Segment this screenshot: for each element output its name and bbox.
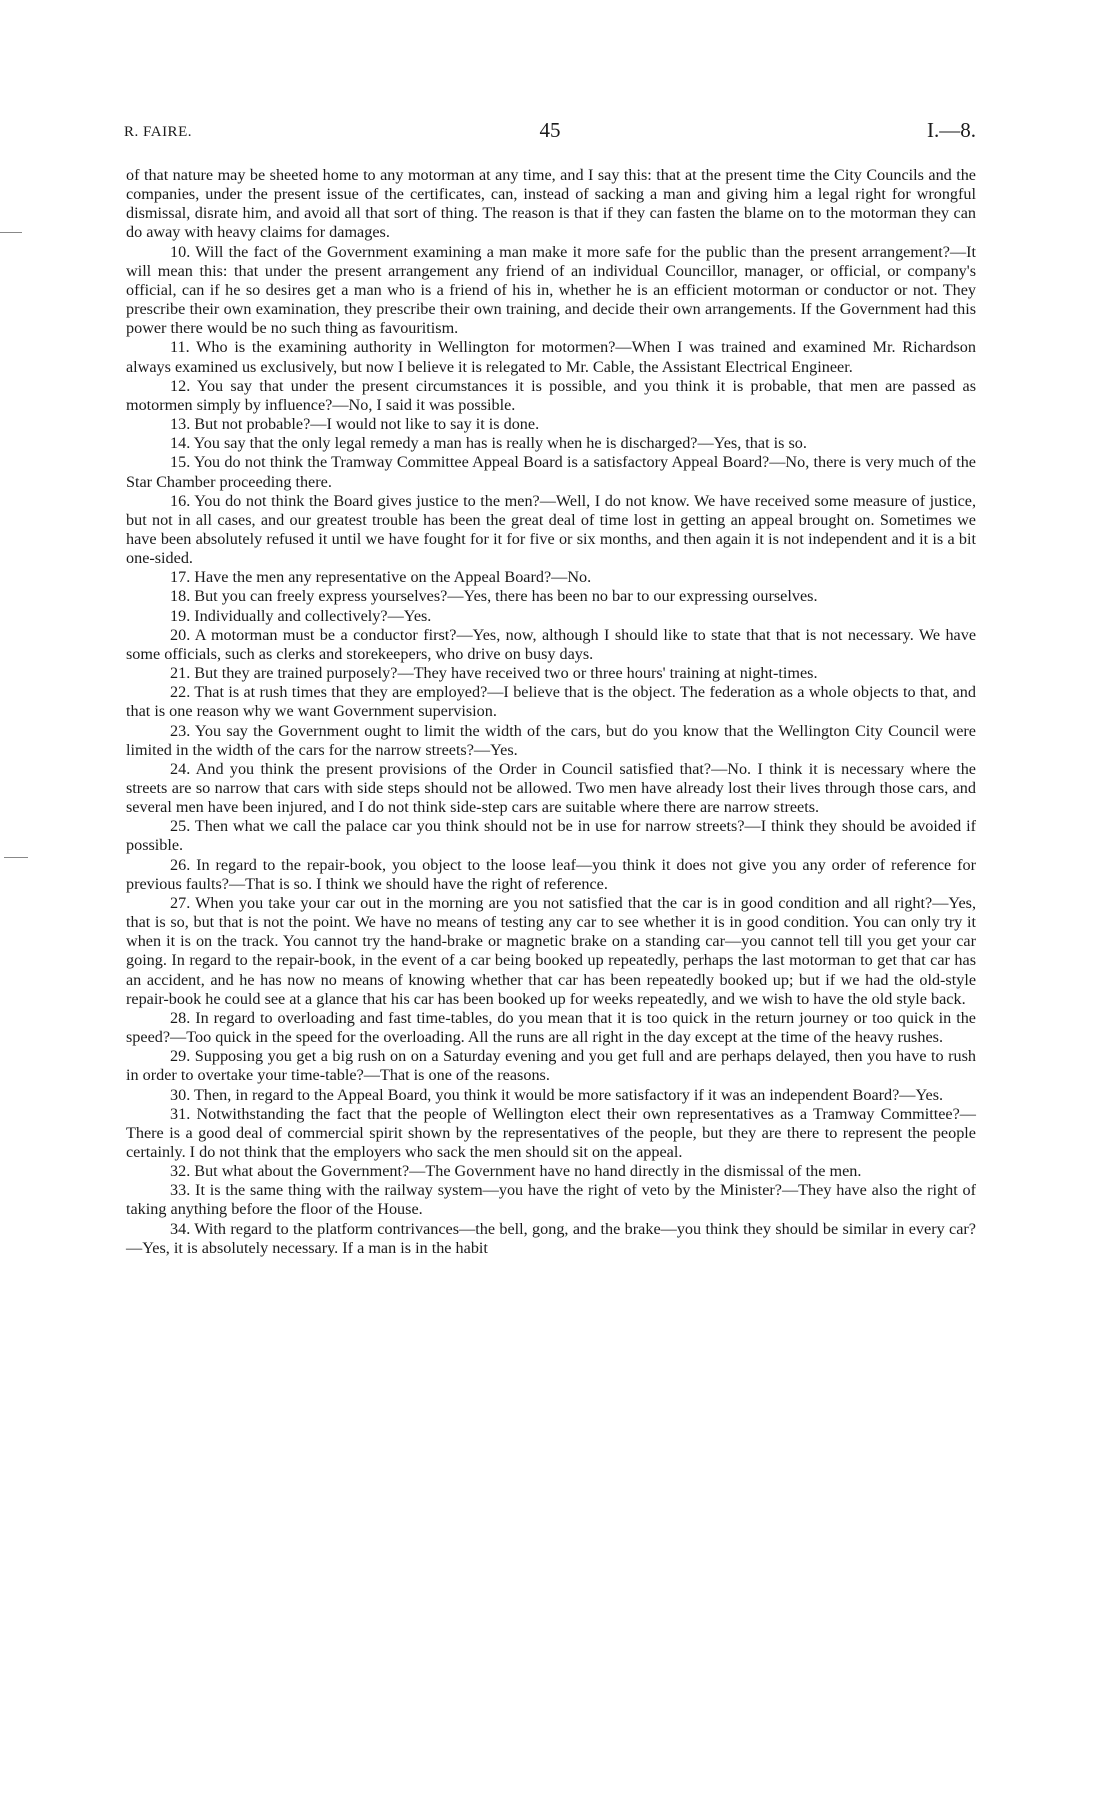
paragraph: 13. But not probable?—I would not like to say it is done.: [170, 415, 540, 434]
paragraph: 14. You say that the only legal remedy a man has is really when he is discharged?—Yes, that is so.: [170, 434, 807, 453]
paragraph: 22. That is at rush times that they are employed?—I believe that is the object. The federation as a whole objects to that, and that is one reason why we want Government supervision.: [126, 683, 976, 721]
paragraph: 18. But you can freely express yourselves?—Yes, there has been no bar to our expressing ourselves.: [170, 587, 818, 606]
paragraph: 16. You do not think the Board gives justice to the men?—Well, I do not know. We have received some measure of justice, but not in all cases, and our greatest trouble has been the great deal of time lost in getting an appeal brought on. Sometimes we have been absolutely refused it until we have fought for it for five or six months, and then again it is not independent and it is a bit one-sided.: [126, 491, 976, 568]
paragraph: 19. Individually and collectively?—Yes.: [170, 606, 432, 625]
paragraph: 17. Have the men any representative on the Appeal Board?—No.: [170, 568, 592, 587]
paragraph: 24. And you think the present provisions of the Order in Council satisfied that?—No. I think it is necessary where the streets are so narrow that cars with side steps should not be allowed. Two men have already lost their lives through those cars, and several men have been injured, and I do not think side-step cars are suitable where there are narrow streets.: [126, 759, 976, 817]
paragraph: 31. Notwithstanding the fact that the people of Wellington elect their own representatives as a Tramway Committee?—There is a good deal of commercial spirit shown by the representatives of the people, but they are there to represent the people certainly. I do not think that the employers who sack the men should sit on the appeal.: [126, 1104, 976, 1161]
document-reference: I.—8.: [927, 118, 976, 142]
paragraph: 10. Will the fact of the Government examining a man make it more safe for the public than the present arrangement?—It will mean this: that under the present arrangement any friend of an individual Councillor, manager, or official, or company's official, can if he so desires get a man who is a friend of his in, whether he is an efficient motorman or conductor or not. They prescribe their own examination, they prescribe their own training, and decide their own arrangements. If the Government had this power there would be no such thing as favouritism.: [126, 242, 976, 338]
paragraph: 12. You say that under the present circumstances it is possible, and you think it is probable, that men are passed as motormen simply by influence?—No, I said it was possible.: [126, 376, 976, 414]
paragraph: 32. But what about the Government?—The Government have no hand directly in the dismissal of the men.: [170, 1162, 862, 1181]
margin-mark: [4, 857, 28, 858]
paragraph: of that nature may be sheeted home to any motorman at any time, and I say this: that at the present time the City Councils and the companies, under the present issue of the certificates, can, instead of sacking a man and giving him a legal right for wrongful dismissal, disrate him, and avoid all that sort of thing. The reason is that if they can fasten the blame on to the motorman they can do away with heavy claims for damages.: [126, 166, 976, 242]
paragraph: 27. When you take your car out in the morning are you not satisfied that the car is in good condition and all right?—Yes, that is so, but that is not the point. We have no means of testing any car to see whether it is in good condition. You can only try it when it is on the track. You cannot try the hand-brake or magnetic brake on a standing car—you cannot tell till you get your car going. In regard to the repair-book, in the event of a car being booked up repeatedly, perhaps the last motorman to get that car has an accident, and he has now no means of knowing whether that car has been repeatedly booked up; but if we had the old-style repair-book he could see at a glance that his car has been booked up for weeks repeatedly, and we wish to have the old style back.: [126, 893, 976, 1008]
page-number: 45: [539, 118, 561, 142]
paragraph: 11. Who is the examining authority in Wellington for motormen?—When I was trained and examined Mr. Richardson always examined us exclusively, but now I believe it is relegated to Mr. Cable, the Assistant Electrical Engineer.: [126, 338, 976, 376]
paragraph: 20. A motorman must be a conductor first?—Yes, now, although I should like to state that that is not necessary. We have some officials, such as clerks and storekeepers, who drive on busy days.: [126, 625, 976, 663]
paragraph: 26. In regard to the repair-book, you object to the loose leaf—you think it does not give you any order of reference for previous faults?—That is so. I think we should have the right of reference.: [126, 855, 976, 893]
paragraph: 29. Supposing you get a big rush on on a Saturday evening and you get full and are perhaps delayed, then you have to rush in order to overtake your time-table?—That is one of the reasons.: [126, 1047, 976, 1085]
paragraph: 33. It is the same thing with the railway system—you have the right of veto by the Minister?—They have also the right of taking anything before the floor of the House.: [126, 1181, 976, 1219]
paragraph: 34. With regard to the platform contrivances—the bell, gong, and the brake—you think they should be similar in every car?—Yes, it is absolutely necessary. If a man is in the habit: [126, 1219, 976, 1257]
paragraph: 30. Then, in regard to the Appeal Board, you think it would be more satisfactory if it was an independent Board?—Yes.: [170, 1085, 944, 1104]
paragraph: 25. Then what we call the palace car you think should not be in use for narrow streets?—I think they should be avoided if possible.: [126, 817, 976, 855]
margin-mark: [0, 232, 22, 233]
page-header: [124, 118, 976, 148]
paragraph: 28. In regard to overloading and fast time-tables, do you mean that it is too quick in the return journey or too quick in the speed?—Too quick in the speed for the overloading. All the runs are all right in the day except at the time of the heavy rushes.: [126, 1008, 976, 1047]
paragraph: 15. You do not think the Tramway Committee Appeal Board is a satisfactory Appeal Board?—No, there is very much of the Star Chamber proceeding there.: [126, 453, 976, 491]
page-body: [126, 166, 976, 1258]
paragraph: 23. You say the Government ought to limit the width of the cars, but do you know that the Wellington City Council were limited in the width of the cars for the narrow streets?—Yes.: [126, 721, 976, 759]
paragraph: 21. But they are trained purposely?—They have received two or three hours' training at night-times.: [170, 664, 818, 683]
witness-name: R. FAIRE.: [124, 124, 192, 140]
